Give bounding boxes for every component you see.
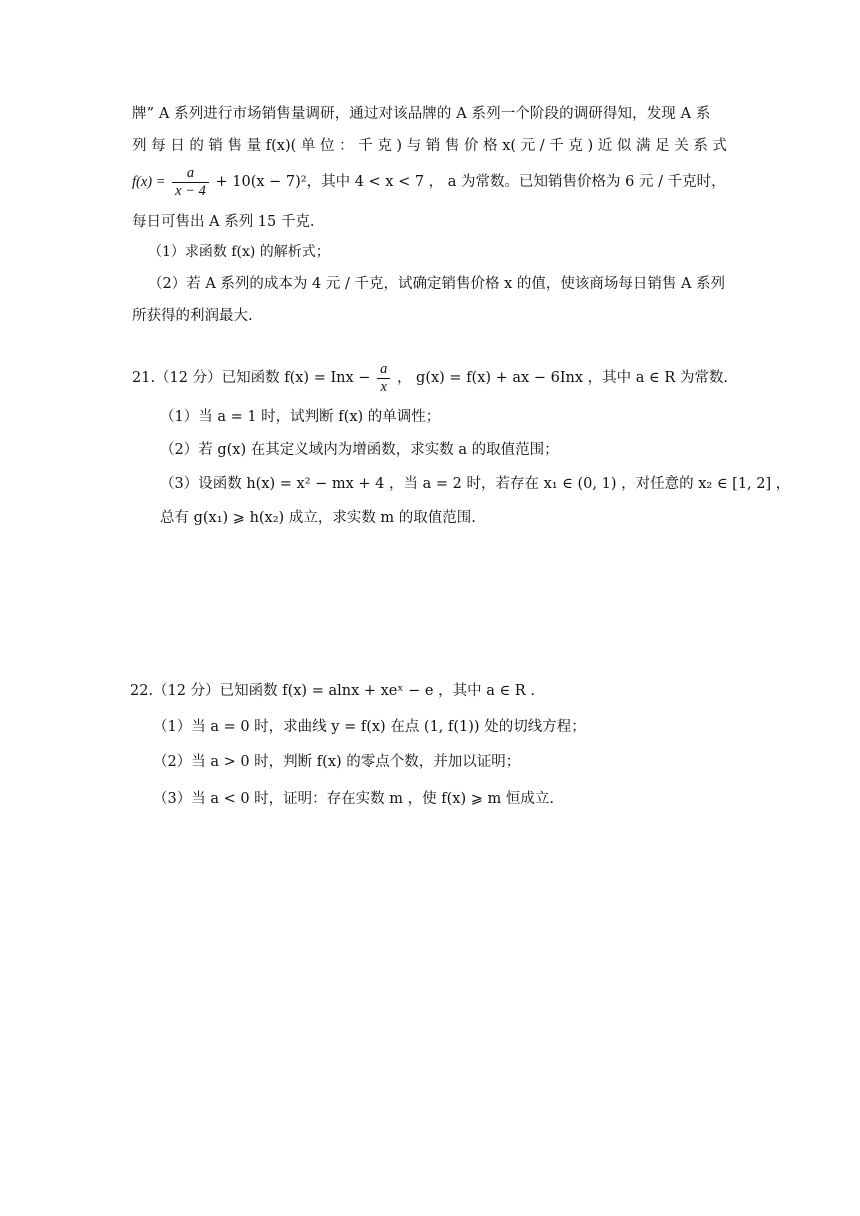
intro-line-3-formula — [132, 164, 726, 200]
problem-21-part-3: （3）设函数 h(x) = x² − mx + 4 ，当 a = 2 时，若存在 x₁ ∈ (0, 1) ，对任意的 x₂ ∈ [1, 2] ， — [160, 476, 791, 492]
problem-22-part-2: （2）当 a > 0 时，判断 f(x) 的零点个数，并加以证明； — [153, 754, 521, 770]
formula-lhs: f(x) = — [132, 174, 166, 190]
heading-21-fraction — [377, 361, 390, 396]
fraction-numerator: a — [172, 165, 209, 183]
problem-22-part-3: （3）当 a < 0 时，证明：存在实数 m ，使 f(x) ⩾ m 恒成立. — [153, 791, 554, 807]
question-1: （1）求函数 f(x) 的解析式； — [148, 244, 330, 260]
problem-21-part-2: （2）若 g(x) 在其定义域内为增函数，求实数 a 的取值范围； — [160, 442, 559, 458]
heading-21-a: 21.（12 分）已知函数 f(x) = Inx − — [132, 370, 371, 386]
intro-line-1: 牌” A 系列进行市场销售量调研，通过对该品牌的 A 系列一个阶段的调研得知，发现 A 系 — [132, 106, 711, 122]
formula-rest: + 10(x − 7)²，其中 4 < x < 7 ， a 为常数。已知销售价格为 6 元 / 千克时， — [215, 174, 726, 190]
problem-21-part-3-cont: 总有 g(x₁) ⩾ h(x₂) 成立，求实数 m 的取值范围. — [160, 510, 476, 526]
heading-21-b: ， g(x) = f(x) + ax − 6Inx ，其中 a ∈ R 为常数. — [396, 370, 729, 386]
question-2: （2）若 A 系列的成本为 4 元 / 千克，试确定销售价格 x 的值，使该商场每日销售 A 系列 — [148, 276, 726, 292]
fraction-denominator: x − 4 — [175, 182, 206, 199]
intro-line-2: 列 每 日 的 销 售 量 f(x)( 单 位 ： 千 克 ) 与 销 售 价 格 x( 元 / 千 克 ) 近 似 满 足 关 系 式 — [132, 138, 727, 154]
problem-21-heading — [132, 360, 728, 396]
problem-22-part-1: （1）当 a = 0 时，求曲线 y = f(x) 在点 (1, f(1)) 处的切线方程； — [153, 719, 586, 735]
fraction-denominator: x — [380, 378, 387, 395]
question-2-cont: 所获得的利润最大. — [132, 308, 253, 324]
problem-22-heading: 22.（12 分）已知函数 f(x) = alnx + xeˣ − e ，其中 a ∈ R . — [130, 683, 535, 699]
intro-line-4: 每日可售出 A 系列 15 千克. — [132, 214, 315, 230]
formula-fraction — [172, 165, 209, 200]
problem-21-part-1: （1）当 a = 1 时，试判断 f(x) 的单调性； — [160, 409, 441, 425]
fraction-numerator: a — [377, 361, 390, 379]
